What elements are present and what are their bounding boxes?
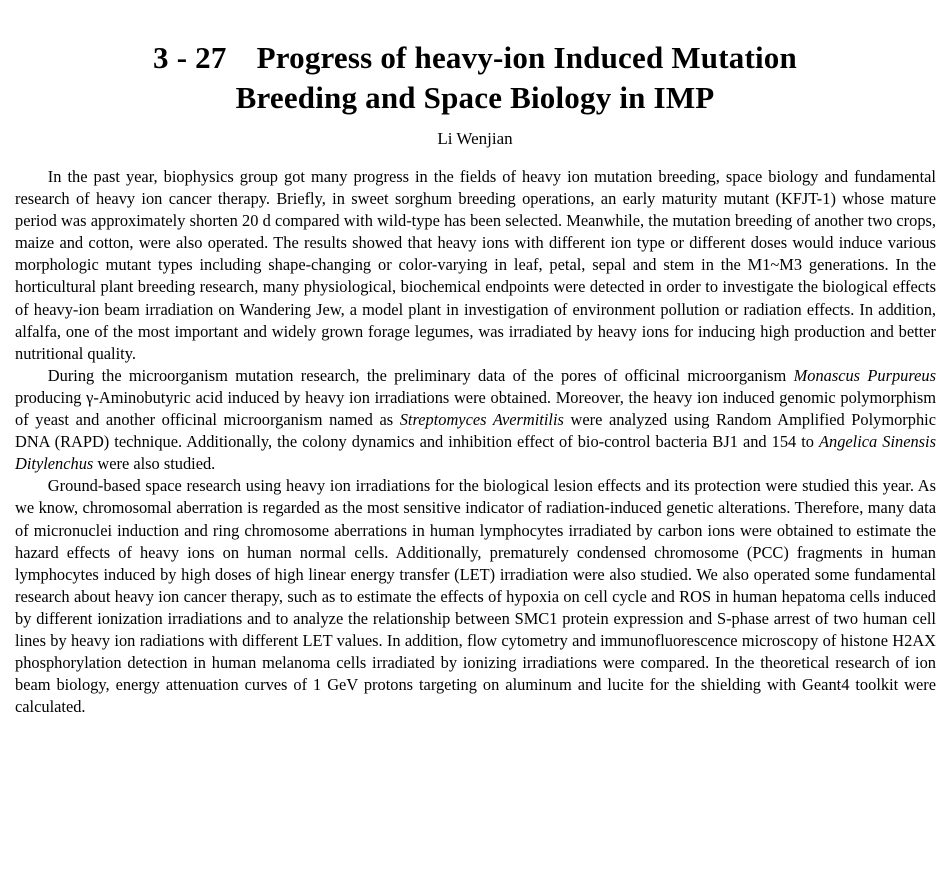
species-name-monascus: Monascus Purpureus [793,365,936,385]
paragraph-2-text-d: were also studied. [93,454,216,474]
title-line-1 [0,37,950,79]
paragraph-2 [15,365,936,475]
paragraph-2-text-a: During the microorganism mutation research, the preliminary data of the pores of officinal microorganism [47,365,794,385]
paragraph-3: Ground-based space research using heavy ion irradiations for the biological lesion effects and its protection were studied this year. As we know, chromosomal aberration is regarded as the most sensitive indicator of radiation-induced genetic alterations. Therefore, many data of micronuclei induction and ring chromosome aberrations in human lymphocytes irradiated by carbon ions were obtained to estimate the hazard effects of heavy ions on human normal cells. Additionally, prematurely condensed chromosome (PCC) fragments in human lymphocytes induced by high doses of high linear energy transfer (LET) irradiation were also studied. We also operated some fundamental research about heavy ion cancer therapy, such as to estimate the effects of hypoxia on cell cycle and ROS in human hepatoma cells induced by different ionization irradiations and to analyze the relationship between SMC1 protein expression and S-phase arrest of two human cell lines by heavy ion radiations with different LET values. In addition, flow cytometry and immunofluorescence microscopy of histone H2AX phosphorylation detection in human melanoma cells irradiated by ionizing irradiations were compared. In the theoretical research of ion beam biology, energy attenuation curves of 1 GeV protons targeting on aluminum and lucite for the shielding with Geant4 toolkit were calculated. [15,476,936,717]
paragraph-2-text-c: were analyzed using Random Amplified Polymorphic DNA (RAPD) technique. Additionally, the colony dynamics and inhibition effect of bio-control bacteria BJ1 and 154 to [15,410,936,452]
paragraph-2-text-b: producing γ-Aminobutyric acid induced by heavy ion irradiations were obtained. Moreover, the heavy ion induced genomic polymorphism of yeast and another officinal microorganism named as [15,387,936,430]
paragraph-1: In the past year, biophysics group got many progress in the fields of heavy ion mutation breeding, space biology and fundamental research of heavy ion cancer therapy. Briefly, in sweet sorghum breeding operations, an early maturity mutant (KFJT-1) whose mature period was approximately shorten 20 d compared with wild-type has been selected. Meanwhile, the mutation breeding of another two crops, maize and cotton, were also operated. The results showed that heavy ions with different ion type or different doses would induce various morphologic mutant types including shape-changing or color-varying in leaf, petal, sepal and stem in the M1~M3 generations. In the horticultural plant breeding research, many physiological, biochemical endpoints were detected in order to investigate the biological effects of heavy-ion beam irradiation on Wandering Jew, a model plant in investigation of environment pollution or radiation effects. In addition, alfalfa, one of the most important and widely grown forage legumes, was irradiated by heavy ions for inducing high production and better nutritional quality. [15,167,936,363]
title-line-2: Breeding and Space Biology in IMP [235,80,715,115]
body-text [15,166,936,718]
title-text-1: Progress of heavy-ion Induced Mutation [256,40,797,75]
section-number: 3 - 27 [153,40,227,75]
author-name: Li Wenjian [437,129,513,148]
species-name-streptomyces: Streptomyces Avermitilis [399,410,564,430]
species-name-angelica: Angelica Sinensis Ditylenchus [15,432,936,474]
